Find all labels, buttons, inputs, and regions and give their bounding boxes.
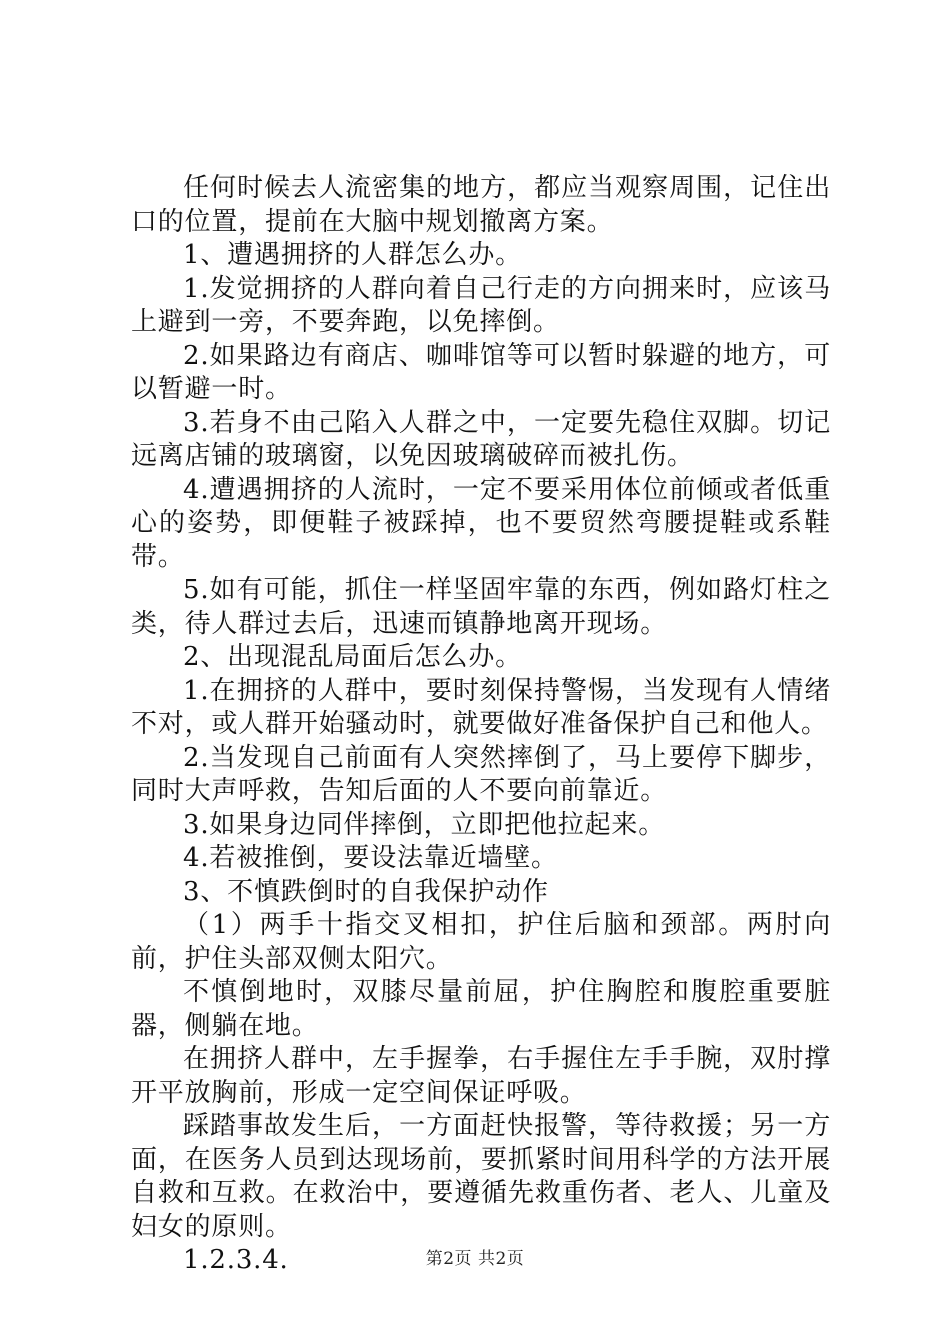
list-item: 4.若被推倒，要设法靠近墙壁。 xyxy=(183,843,558,873)
list-item: （1）两手十指交叉相扣，护住后脑和颈部。两肘向前，护住头部双侧太阳穴。 xyxy=(131,910,831,974)
page-footer xyxy=(0,1244,950,1269)
paragraph: 踩踏事故发生后，一方面赶快报警，等待救援；另一方面，在医务人员到达现场前，要抓紧时间用科学的方法开展自救和互救。在救治中，要遵循先救重伤者、老人、儿童及妇女的原则。 xyxy=(131,1111,831,1242)
section-heading: 2、出现混乱局面后怎么办。 xyxy=(183,642,522,672)
list-item: 3.如果身边同伴摔倒，立即把他拉起来。 xyxy=(183,809,666,840)
section-heading: 1、遭遇拥挤的人群怎么办。 xyxy=(183,240,522,270)
list-item: 2.如果路边有商店、咖啡馆等可以暂时躲避的地方，可以暂避一时。 xyxy=(131,340,831,404)
section-heading: 3、不慎跌倒时的自我保护动作 xyxy=(183,876,549,907)
page-number-label: 第2页 共2页 xyxy=(425,1249,525,1269)
paragraph: 不慎倒地时，双膝尽量前屈，护住胸腔和腹腔重要脏器，侧躺在地。 xyxy=(131,977,831,1041)
list-item: 1.发觉拥挤的人群向着自己行走的方向拥来时，应该马上避到一旁，不要奔跑，以免摔倒。 xyxy=(131,273,831,337)
document-body xyxy=(131,172,831,1278)
paragraph: 任何时候去人流密集的地方，都应当观察周围，记住出口的位置，提前在大脑中规划撤离方案。 xyxy=(131,173,831,237)
list-item: 1.在拥挤的人群中，要时刻保持警惕，当发现有人情绪不对，或人群开始骚动时，就要做好准备保护自己和他人。 xyxy=(131,675,831,739)
list-item: 5.如有可能，抓住一样坚固牢靠的东西，例如路灯柱之类，待人群过去后，迅速而镇静地离开现场。 xyxy=(131,575,831,639)
list-item: 3.若身不由己陷入人群之中，一定要先稳住双脚。切记远离店铺的玻璃窗，以免因玻璃破碎而被扎伤。 xyxy=(131,407,831,471)
list-item: 4.遭遇拥挤的人流时，一定不要采用体位前倾或者低重心的姿势，即便鞋子被踩掉，也不要贸然弯腰提鞋或系鞋带。 xyxy=(131,474,831,572)
paragraph: 1.2.3.4. xyxy=(183,1245,289,1275)
list-item: 2.当发现自己前面有人突然摔倒了，马上要停下脚步，同时大声呼救，告知后面的人不要向前靠近。 xyxy=(131,742,831,806)
paragraph: 在拥挤人群中，左手握拳，右手握住左手手腕，双肘撑开平放胸前，形成一定空间保证呼吸。 xyxy=(131,1044,831,1108)
